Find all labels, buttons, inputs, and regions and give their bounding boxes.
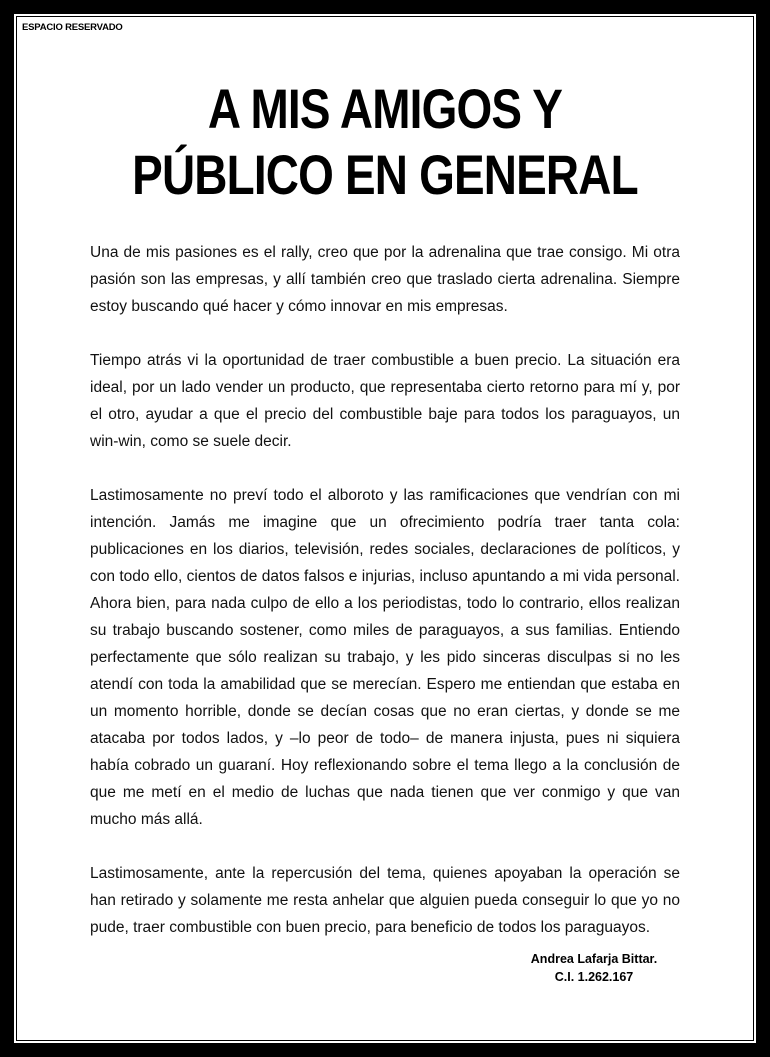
paragraph-3: Lastimosamente no preví todo el alboroto y las ramificaciones que vendrían con mi intención. Jamás me imagine que un ofrecimiento podría traer tanta cola: publicaciones en los diarios, televisión, redes sociales, declaraciones de políticos, y con todo ello, cientos de datos falsos e injurias, incluso apuntando a mi vida personal. Ahora bien, para nada culpo de ello a los periodistas, todo lo contrario, ellos realizan su trabajo buscando sostener, como miles de paraguayos, a sus familias. Entiendo perfectamente que sólo realizan su trabajo, y les pido sinceras disculpas si no les atendí con toda la amabilidad que se merecían. Espero me entiendan que estaba en un momento horrible, donde se decían cosas que no eran ciertas, y donde se me atacaba por todos lados, y –lo peor de todo– de manera injusta, pues ni siquiera había cobrado un guaraní. Hoy reflexionando sobre el tema llego a la conclusión de que me metí en el medio de luchas que nada tienen que ver conmigo y que van mucho más allá. [90,487,680,828]
headline-line-1: A MIS AMIGOS Y [207,77,563,140]
signature-name: Andrea Lafarja Bittar. [530,952,658,966]
headline-line-2: PÚBLICO EN GENERAL [132,143,638,206]
paragraph-4: Lastimosamente, ante la repercusión del tema, quienes apoyaban la operación se han retirado y solamente me resta anhelar que alguien pueda conseguir lo que yo no pude, traer combustible con buen precio, para beneficio de todos los paraguayos. [90,865,680,936]
advertisement-page [14,14,756,1043]
paragraph-2: Tiempo atrás vi la oportunidad de traer combustible a buen precio. La situación era ideal, por un lado vender un producto, que representaba cierto retorno para mí y, por el otro, ayudar a que el precio del combustible baje para todos los paraguayos, un win-win, como se suele decir. [90,352,680,450]
letter-body [90,239,680,968]
signature-block [494,950,694,986]
headline [14,76,756,208]
reserved-space-label: ESPACIO RESERVADO [22,22,123,33]
signature-id: C.I. 1.262.167 [554,970,634,984]
paragraph-1: Una de mis pasiones es el rally, creo que por la adrenalina que trae consigo. Mi otra pasión son las empresas, y allí también creo que traslado cierta adrenalina. Siempre estoy buscando qué hacer y cómo innovar en mis empresas. [90,244,680,315]
